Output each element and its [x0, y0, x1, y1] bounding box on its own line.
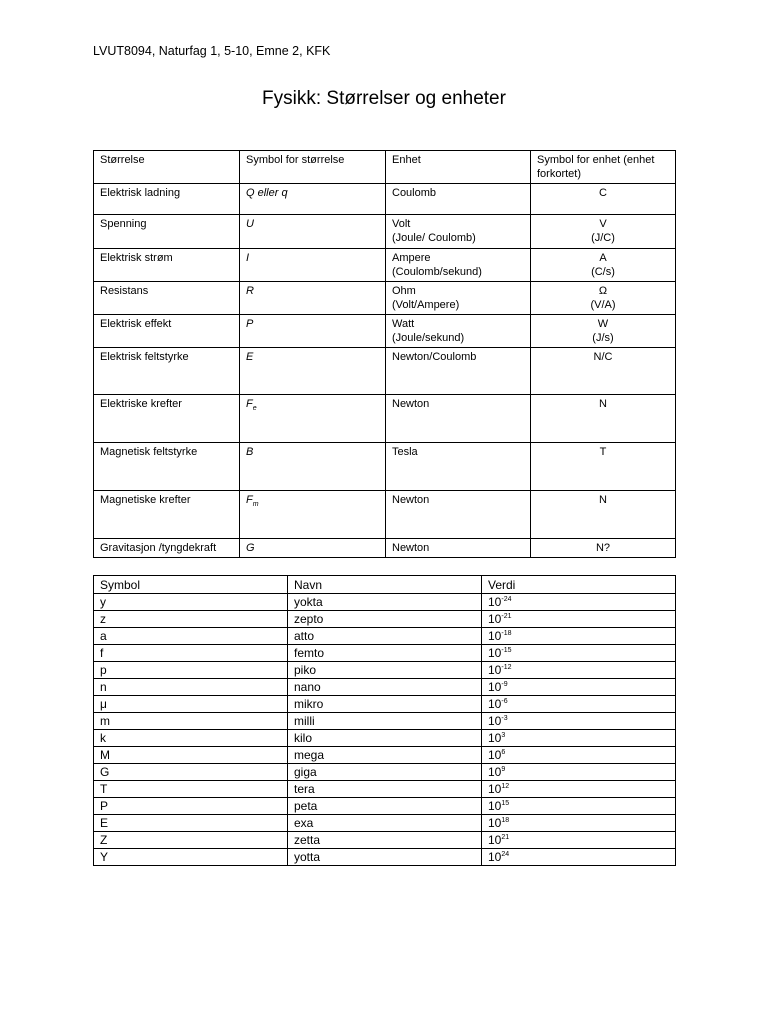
- prefix-value-base: 10: [488, 595, 502, 609]
- prefix-value-exponent: -6: [501, 698, 508, 705]
- table-row: [94, 594, 676, 611]
- prefix-value-exponent: 15: [501, 800, 510, 807]
- prefix-name: zetta: [288, 832, 482, 849]
- prefix-symbol: k: [94, 730, 288, 747]
- table-row: [94, 730, 676, 747]
- prefixes-header-row: [94, 576, 676, 594]
- unit-name: [386, 215, 531, 249]
- prefix-name: peta: [288, 798, 482, 815]
- prefix-name: tera: [288, 781, 482, 798]
- prefix-name: nano: [288, 679, 482, 696]
- prefix-name: kilo: [288, 730, 482, 747]
- unit-symbol-line: N/C: [593, 351, 613, 363]
- quantity-symbol: [240, 315, 386, 348]
- quantity-name: Magnetisk feltstyrke: [94, 443, 240, 491]
- unit-name-line: Newton: [392, 542, 430, 554]
- prefix-value-base: 10: [488, 748, 502, 762]
- prefix-value: [482, 628, 676, 645]
- prefix-symbol: Y: [94, 849, 288, 866]
- prefix-value-exponent: -24: [501, 596, 512, 603]
- document-header: LVUT8094, Naturfag 1, 5-10, Emne 2, KFK: [93, 44, 331, 58]
- prefix-symbol: T: [94, 781, 288, 798]
- prefix-symbol: P: [94, 798, 288, 815]
- prefix-value: [482, 713, 676, 730]
- quantity-symbol: [240, 249, 386, 282]
- prefix-value: [482, 798, 676, 815]
- unit-name-line: Watt: [392, 318, 415, 330]
- quantity-symbol-text: E: [246, 351, 254, 363]
- prefix-symbol: a: [94, 628, 288, 645]
- prefix-name: giga: [288, 764, 482, 781]
- unit-symbol-line: A: [599, 252, 607, 264]
- quantity-name: Elektrisk feltstyrke: [94, 348, 240, 395]
- quantity-symbol: [240, 282, 386, 315]
- prefix-symbol: E: [94, 815, 288, 832]
- prefixes-table: [93, 575, 676, 866]
- prefix-value-base: 10: [488, 612, 502, 626]
- prefix-value: [482, 764, 676, 781]
- table-row: [94, 628, 676, 645]
- prefix-value-base: 10: [488, 629, 502, 643]
- table-row: [94, 491, 676, 539]
- prefix-value: [482, 781, 676, 798]
- unit-symbol-line: N: [599, 398, 607, 410]
- column-header-quantity: Størrelse: [94, 151, 240, 184]
- quantity-name: Gravitasjon /tyngdekraft: [94, 539, 240, 558]
- table-row: [94, 539, 676, 558]
- table-row: [94, 443, 676, 491]
- prefix-name: yotta: [288, 849, 482, 866]
- prefix-value-base: 10: [488, 850, 502, 864]
- unit-symbol-line: (C/s): [591, 266, 615, 278]
- prefix-value-exponent: -3: [501, 715, 508, 722]
- table-row: [94, 611, 676, 628]
- prefix-value-exponent: 12: [501, 783, 510, 790]
- prefix-symbol: n: [94, 679, 288, 696]
- prefix-value-exponent: -18: [501, 630, 512, 637]
- unit-name: [386, 315, 531, 348]
- prefix-symbol: Z: [94, 832, 288, 849]
- unit-symbol-line: T: [599, 446, 607, 458]
- unit-symbol-line: C: [599, 187, 607, 199]
- prefix-symbol: μ: [94, 696, 288, 713]
- table-row: [94, 315, 676, 348]
- quantity-symbol-text: F: [246, 398, 253, 410]
- prefix-value-base: 10: [488, 663, 502, 677]
- prefix-value-exponent: 18: [501, 817, 510, 824]
- prefix-symbol: z: [94, 611, 288, 628]
- unit-name-line: (Volt/Ampere): [392, 299, 460, 311]
- unit-name-line: Newton/Coulomb: [392, 351, 477, 363]
- table-row: [94, 747, 676, 764]
- unit-name-line: Newton: [392, 494, 430, 506]
- prefix-name: milli: [288, 713, 482, 730]
- quantity-symbol-text: R: [246, 285, 254, 297]
- prefix-value: [482, 730, 676, 747]
- quantity-name: Resistans: [94, 282, 240, 315]
- unit-symbol: [531, 315, 676, 348]
- table-row: [94, 849, 676, 866]
- unit-name-line: (Coulomb/sekund): [392, 266, 482, 278]
- table-row: [94, 645, 676, 662]
- prefix-value-base: 10: [488, 799, 502, 813]
- prefix-value: [482, 611, 676, 628]
- column-header-unit-symbol: Symbol for enhet (enhet forkortet): [531, 151, 676, 184]
- table-row: [94, 184, 676, 215]
- unit-symbol: [531, 249, 676, 282]
- quantity-symbol-text: P: [246, 318, 254, 330]
- table-row: [94, 781, 676, 798]
- unit-symbol-line: (V/A): [590, 299, 616, 311]
- prefix-value: [482, 662, 676, 679]
- column-header-name: Navn: [288, 576, 482, 594]
- prefix-value-exponent: -15: [501, 647, 512, 654]
- quantity-symbol-text: I: [246, 252, 250, 264]
- prefix-value: [482, 645, 676, 662]
- prefix-symbol: G: [94, 764, 288, 781]
- table-row: [94, 713, 676, 730]
- unit-symbol: [531, 395, 676, 443]
- unit-name-line: Ampere: [392, 252, 431, 264]
- table-row: [94, 348, 676, 395]
- prefix-symbol: M: [94, 747, 288, 764]
- quantity-symbol-subscript: e: [252, 405, 257, 413]
- prefix-value: [482, 679, 676, 696]
- quantity-name: Elektrisk ladning: [94, 184, 240, 215]
- unit-name-line: Volt: [392, 218, 411, 230]
- table-row: [94, 696, 676, 713]
- unit-symbol-line: W: [597, 318, 609, 330]
- prefix-value-exponent: 3: [501, 732, 506, 739]
- quantity-symbol: [240, 443, 386, 491]
- unit-name: [386, 491, 531, 539]
- unit-name: [386, 184, 531, 215]
- prefix-name: zepto: [288, 611, 482, 628]
- unit-symbol-line: (J/C): [591, 232, 615, 244]
- column-header-symbol: Symbol: [94, 576, 288, 594]
- column-header-unit: Enhet: [386, 151, 531, 184]
- quantity-name: Elektriske krefter: [94, 395, 240, 443]
- prefix-symbol: p: [94, 662, 288, 679]
- table-row: [94, 798, 676, 815]
- table-row: [94, 215, 676, 249]
- table-row: [94, 662, 676, 679]
- unit-name: [386, 348, 531, 395]
- prefix-value-base: 10: [488, 765, 502, 779]
- prefix-value-exponent: 6: [501, 749, 506, 756]
- unit-name-line: (Joule/sekund): [392, 332, 465, 344]
- column-header-value: Verdi: [482, 576, 676, 594]
- unit-symbol-line: N: [599, 494, 607, 506]
- prefix-value: [482, 832, 676, 849]
- quantity-symbol: [240, 184, 386, 215]
- quantity-symbol: [240, 215, 386, 249]
- quantity-symbol: [240, 348, 386, 395]
- unit-symbol-line: (J/s): [592, 332, 614, 344]
- quantities-header-row: [94, 151, 676, 184]
- table-row: [94, 764, 676, 781]
- quantity-symbol: [240, 395, 386, 443]
- quantity-name: Magnetiske krefter: [94, 491, 240, 539]
- unit-symbol: [531, 491, 676, 539]
- unit-symbol-line: V: [599, 218, 607, 230]
- unit-name: [386, 282, 531, 315]
- unit-symbol: [531, 282, 676, 315]
- unit-symbol-line: Ω: [598, 285, 608, 297]
- prefix-name: atto: [288, 628, 482, 645]
- quantity-symbol-subscript: m: [252, 501, 259, 509]
- unit-name-line: (Joule/ Coulomb): [392, 232, 476, 244]
- unit-symbol-line: N?: [595, 542, 611, 554]
- table-row: [94, 815, 676, 832]
- unit-name: [386, 249, 531, 282]
- prefix-value-base: 10: [488, 646, 502, 660]
- quantity-symbol-text: B: [246, 446, 254, 458]
- unit-symbol: [531, 443, 676, 491]
- prefix-name: piko: [288, 662, 482, 679]
- unit-name-line: Tesla: [392, 446, 418, 458]
- quantity-name: Elektrisk effekt: [94, 315, 240, 348]
- table-row: [94, 395, 676, 443]
- prefix-value: [482, 747, 676, 764]
- prefix-value-base: 10: [488, 782, 502, 796]
- prefix-name: mega: [288, 747, 482, 764]
- prefix-value-exponent: -9: [501, 681, 508, 688]
- prefix-value: [482, 696, 676, 713]
- unit-name: [386, 395, 531, 443]
- unit-symbol: [531, 184, 676, 215]
- prefix-value-base: 10: [488, 697, 502, 711]
- unit-name: [386, 539, 531, 558]
- quantities-table: [93, 150, 676, 558]
- prefix-value-base: 10: [488, 731, 502, 745]
- quantity-name: Elektrisk strøm: [94, 249, 240, 282]
- prefix-value-exponent: -12: [501, 664, 512, 671]
- prefix-value-exponent: 21: [501, 834, 510, 841]
- prefix-value: [482, 849, 676, 866]
- table-row: [94, 282, 676, 315]
- quantity-symbol-text: Q eller q: [246, 187, 288, 199]
- prefix-value-base: 10: [488, 680, 502, 694]
- table-row: [94, 679, 676, 696]
- prefix-name: exa: [288, 815, 482, 832]
- unit-name-line: Ohm: [392, 285, 416, 297]
- prefix-symbol: f: [94, 645, 288, 662]
- unit-symbol: [531, 348, 676, 395]
- quantity-symbol-text: U: [246, 218, 254, 230]
- table-row: [94, 249, 676, 282]
- prefix-value: [482, 815, 676, 832]
- unit-symbol: [531, 539, 676, 558]
- prefix-value-exponent: 9: [501, 766, 506, 773]
- unit-name: [386, 443, 531, 491]
- unit-name-line: Newton: [392, 398, 430, 410]
- quantity-symbol: [240, 539, 386, 558]
- prefix-value-base: 10: [488, 714, 502, 728]
- table-row: [94, 832, 676, 849]
- prefix-name: femto: [288, 645, 482, 662]
- prefix-symbol: m: [94, 713, 288, 730]
- prefix-value: [482, 594, 676, 611]
- unit-symbol: [531, 215, 676, 249]
- quantity-symbol: [240, 491, 386, 539]
- column-header-quantity-symbol: Symbol for størrelse: [240, 151, 386, 184]
- prefix-value-exponent: 24: [501, 851, 510, 858]
- quantity-symbol-text: F: [246, 494, 253, 506]
- quantity-symbol-text: G: [246, 542, 255, 554]
- prefix-symbol: y: [94, 594, 288, 611]
- page-title: Fysikk: Størrelser og enheter: [262, 88, 506, 109]
- prefix-value-exponent: -21: [501, 613, 512, 620]
- prefix-name: mikro: [288, 696, 482, 713]
- unit-name-line: Coulomb: [392, 187, 437, 199]
- quantity-name: Spenning: [94, 215, 240, 249]
- prefix-name: yokta: [288, 594, 482, 611]
- prefix-value-base: 10: [488, 833, 502, 847]
- prefix-value-base: 10: [488, 816, 502, 830]
